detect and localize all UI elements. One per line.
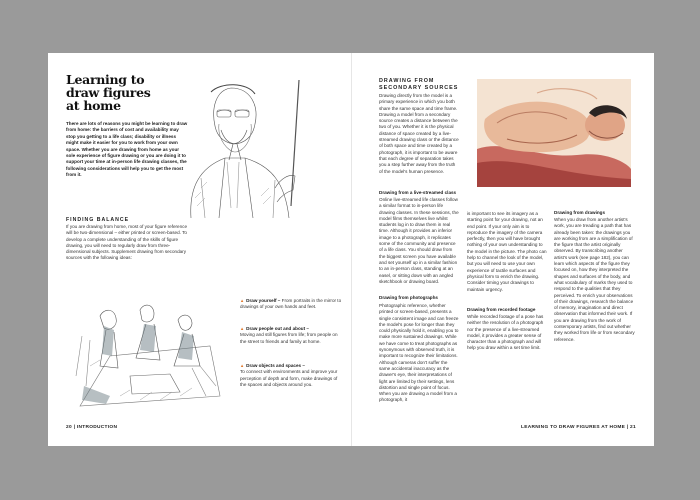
arrow-icon: ▲ xyxy=(240,298,245,303)
bullet-text: From portraits in the mirror to drawings of your own hands and feet. xyxy=(240,298,342,310)
man-with-stick-sketch xyxy=(171,78,311,228)
recorded-footage-body: While recorded footage of a pose has neither the resolution of a photograph nor the presence of a live-streamed model, it provides a greater sense of character than a photograph and will help you draw within a set time limit. xyxy=(467,314,544,351)
bullet-title: Draw people out and about – xyxy=(246,326,309,331)
page-title: Learning to draw figures at home xyxy=(66,72,151,113)
photographs-heading: Drawing from photographs xyxy=(379,295,438,300)
right-page xyxy=(351,53,654,446)
live-class-body: Online live-streamed life classes follow a similar format to in-person life drawing classes. In these sessions, the model films themselves live whilst students log in to draw them in real time. Although it provides an inferior image to a photograph, it replicates some of the community and presence of a life class. You should draw from the biggest screen you have available and set yourself up in a similar fashion to an in-person class, standing at an easel, or sitting down with an angled sketchbook or drawing board. xyxy=(379,197,459,284)
drawing-class-sketch xyxy=(70,296,222,416)
photographs-body-continued: is important to see its imagery as a starting point for your drawing, not an end point. If your only aim is to reproduce the imagery of the camera perfectly, then you will have brought nothing of your own understanding to the model in the picture. The photo can help to channel the look of the model, but you will need to use your own experience of tactile surfaces and physical form to enrich the drawing. Consider timing your drawings to maintain urgency. xyxy=(467,211,547,292)
list-item xyxy=(240,326,344,345)
list-item xyxy=(240,363,344,388)
book-spread xyxy=(48,53,654,446)
list-item xyxy=(240,298,344,311)
photographs-body: Photographic reference, whether printed or screen-based, presents a single consistent image and can freeze the model's pose for longer than they could physically hold it, enabling you to make more sustained drawings. While we have come to treat photographs as synonymous with observed truth, it is important to recognize their limitations. Although cameras don't suffer the same accidental inaccuracy as the drawer's eye, their interpretations of light are limited by their settings, lens distortion and single point of focus. When you are drawing a model from a photograph, it xyxy=(379,303,459,403)
arrow-icon: ▲ xyxy=(240,326,245,331)
finding-balance-heading: FINDING BALANCE xyxy=(66,217,130,223)
live-class-heading: Drawing from a live-streamed class xyxy=(379,190,457,195)
bullet-title: Draw objects and spaces – xyxy=(246,363,305,368)
finding-balance-body: If you are drawing from home, most of your figure reference will be two-dimensional – either printed or screen-based. To develop a complete understanding of the skills of figure drawing, you will need to regularly draw from three-dimensional subjects. Supplement drawing from secondary sources with the following ideas: xyxy=(66,224,188,261)
drawings-body: When you draw from another artist's work, you are treading a path that has already been taken: the drawings you are working from are a simplification of the figure that the artist originally observed. By transcribing another artist's work (see page 182), you can learn which aspects of the figure they focused on, how they interpreted the shapes and surfaces of the body, and what vocabulary of marks they used to respond to the qualities that they perceived. To enrich your observations of their drawings, research the balance of memory, imagination and direct observation that informed their work. If you are drawing from the work of contemporary artists, find out whether they worked from life or from secondary reference. xyxy=(554,217,635,342)
reclining-figure-painting xyxy=(477,79,631,187)
section-body: Drawing directly from the model is a primary experience in which you both share the same space and time frame. Drawing a model from a secondary source creates a distance between the two of you. Whether it is the physical distance of space created by a live-streamed drawing class or the distance of both space and time created by a photograph, it is important to be aware that each degree of separation takes you a step further away from the truth of the model's human presence. xyxy=(379,93,459,174)
section-title: DRAWING FROM SECONDARY SOURCES xyxy=(379,78,459,91)
bullet-title: Draw yourself – xyxy=(246,298,281,303)
bullet-text: Moving and still figures from life; from people on the street to friends and family at home. xyxy=(240,332,338,344)
arrow-icon: ▲ xyxy=(240,363,245,368)
recorded-footage-heading: Drawing from recorded footage xyxy=(467,307,536,312)
intro-text: There are lots of reasons you might be learning to draw from home: the barriers of cost and availability may stop you getting to a life class; disability or illness might make it easier for you to work from your own space. Whether you are drawing from home as your sole experience of figure drawing or you are doing it to support your time at in-person life drawing classes, the following considerations will help you to get the most from it. xyxy=(66,121,188,178)
left-page xyxy=(48,53,351,446)
right-footer: LEARNING TO DRAW FIGURES AT HOME | 21 xyxy=(521,425,636,430)
drawings-heading: Drawing from drawings xyxy=(554,210,606,215)
left-footer: 20 | INTRODUCTION xyxy=(66,425,118,430)
bullet-text: To connect with environments and improve your perception of depth and form, make drawings of the spaces and objects around you. xyxy=(240,369,338,387)
